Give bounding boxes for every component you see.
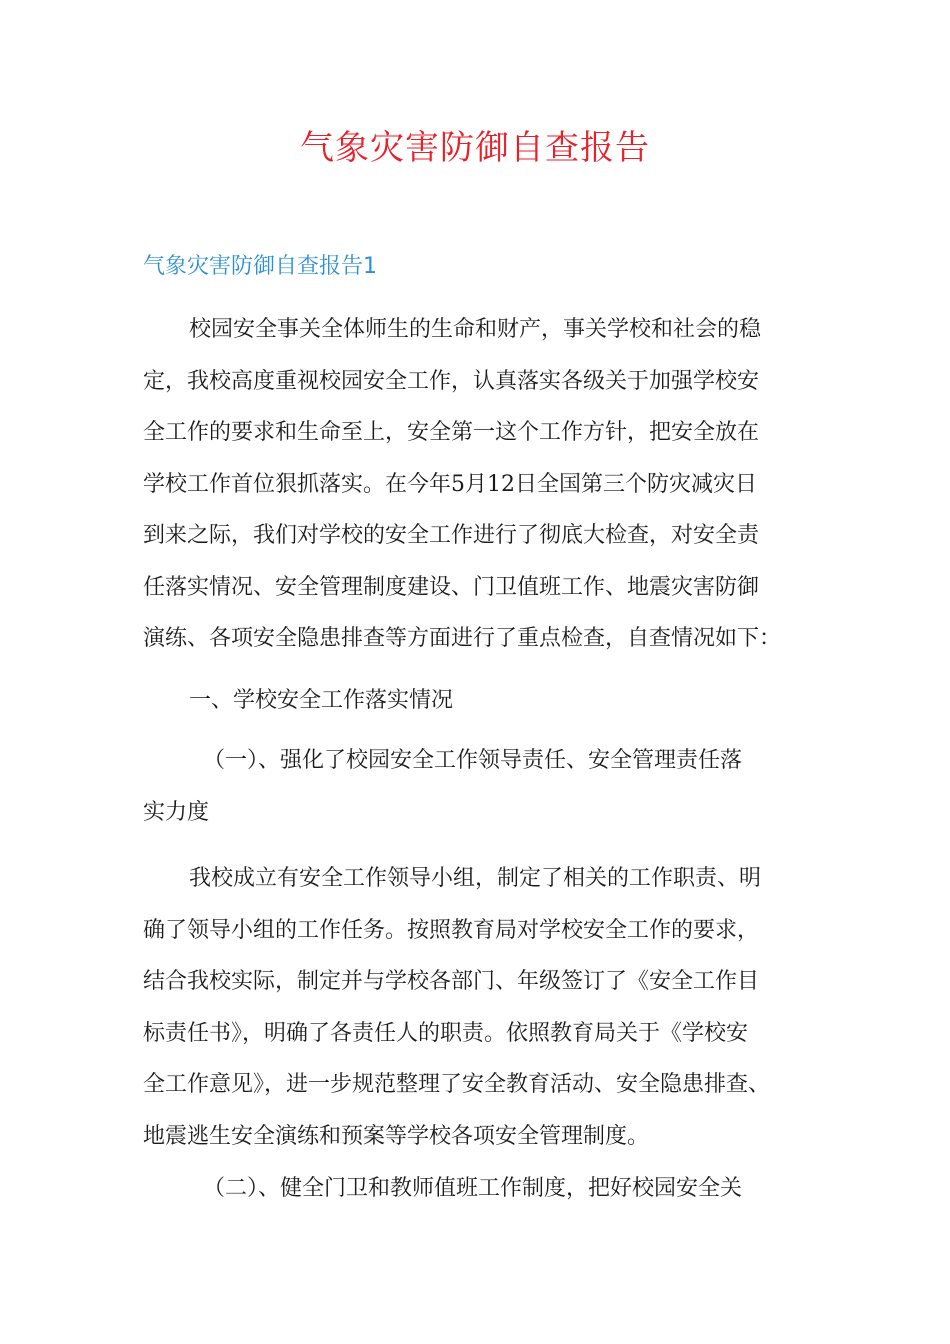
subheading-line: （一）、强化了校园安全工作领导责任、安全管理责任落 [203,748,743,773]
subheading-1 [143,735,809,838]
heading-1 [143,675,809,727]
paragraph-line: 定，我校高度重视校园安全工作，认真落实各级关于加强学校安 [143,368,760,394]
paragraph-line: 全工作意见》，进一步规范整理了安全教育活动、安全隐患排查、 [143,1072,771,1097]
heading-line: 一、学校安全工作落实情况 [189,688,454,713]
paragraph-line: 演练、各项安全隐患排查等方面进行了重点检查，自查情况如下： [143,626,782,651]
subheading-line: （二）、健全门卫和教师值班工作制度，把好校园安全关 [203,1176,743,1201]
paragraph-line: 标责任书》，明确了各责任人的职责。依照教育局关于《学校安 [143,1020,749,1046]
paragraph-2 [143,853,809,1162]
paragraph-line: 校园安全事关全体师生的生命和财产，事关学校和社会的稳 [189,317,762,342]
subheading-2 [143,1163,809,1215]
paragraph-1 [143,304,809,665]
paragraph-line: 地震逃生安全演练和预案等学校各项安全管理制度。 [143,1123,650,1149]
paragraph-line: 全工作的要求和生命至上，安全第一这个工作方针，把安全放在 [143,420,760,445]
subheading-line: 实力度 [143,799,210,825]
paragraph-line: 我校成立有安全工作领导小组，制定了相关的工作职责、明 [189,866,762,891]
paragraph-line: 学校工作首位狠抓落实。在今年5月12日全国第三个防灾减灾日 [143,471,757,497]
document-title: 气象灾害防御自查报告 [300,128,650,168]
paragraph-line: 到来之际，我们对学校的安全工作进行了彻底大检查，对安全责 [143,523,760,548]
section-title: 气象灾害防御自查报告1 [143,254,377,279]
paragraph-line: 确了领导小组的工作任务。按照教育局对学校安全工作的要求， [143,917,760,943]
paragraph-line: 结合我校实际，制定并与学校各部门、年级签订了《安全工作目 [143,969,760,994]
paragraph-line: 任落实情况、安全管理制度建设、门卫值班工作、地震灾害防御 [143,574,760,600]
